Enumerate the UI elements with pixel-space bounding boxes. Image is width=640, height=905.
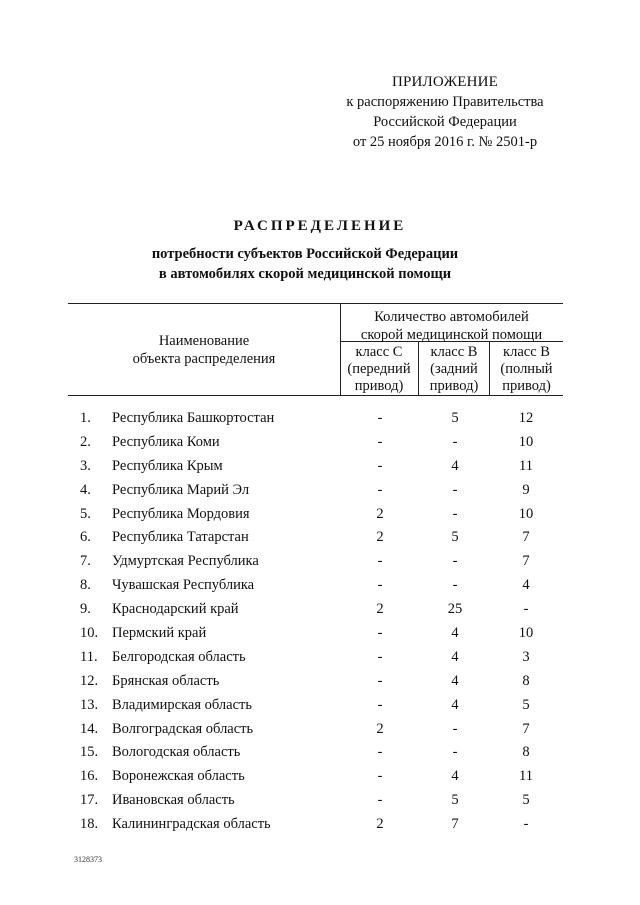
header-class-b-full <box>490 344 563 395</box>
row-class-c-value: - <box>377 792 383 809</box>
row-region-name: Пермский край <box>112 625 207 642</box>
header-quantity-cell <box>340 308 563 344</box>
row-class-b-full-value: 8 <box>522 672 530 689</box>
row-region-name: Ивановская область <box>112 792 235 809</box>
table-row <box>0 622 640 646</box>
row-region-name: Республика Мордовия <box>112 505 250 522</box>
table-row <box>0 455 640 479</box>
row-class-b-rear-value: 4 <box>451 696 459 713</box>
row-class-c-value: - <box>377 672 383 689</box>
row-class-c-value: - <box>377 648 383 665</box>
row-region-name: Брянская область <box>112 672 220 689</box>
row-class-b-rear-value: 25 <box>447 601 463 618</box>
table-row <box>0 646 640 670</box>
row-class-c-value: 2 <box>376 720 384 737</box>
row-region-name: Республика Крым <box>112 457 223 474</box>
row-class-c-value: - <box>377 696 383 713</box>
row-region-name: Республика Татарстан <box>112 529 249 546</box>
header-name-line-1: Наименование <box>158 333 250 349</box>
table-row <box>0 407 640 431</box>
row-number: 15. <box>80 744 99 761</box>
row-class-b-full-value: 4 <box>522 577 530 594</box>
row-number: 18. <box>80 816 99 833</box>
row-class-c-value: - <box>377 410 383 426</box>
header-class-b-rear <box>419 344 489 395</box>
row-class-b-rear-value: - <box>452 505 458 522</box>
row-class-b-rear-value: 5 <box>451 792 459 809</box>
row-number: 5. <box>80 505 91 522</box>
header-name-line-2: объекта распределения <box>132 351 276 367</box>
row-class-b-rear-value: 4 <box>451 768 459 785</box>
row-region-name: Чувашская Республика <box>112 577 255 594</box>
row-class-b-full-value: 8 <box>522 744 530 761</box>
appendix-line-3: от 25 ноября 2016 г. № 2501-р <box>352 134 538 150</box>
row-number: 10. <box>80 625 99 642</box>
document-subtitle <box>0 244 610 284</box>
row-number: 6. <box>80 529 91 546</box>
header-class-b-rear-line-2: (задний <box>430 361 478 377</box>
header-class-b-rear-line-3: привод) <box>429 378 479 394</box>
table-row <box>0 550 640 574</box>
row-number: 16. <box>80 768 99 785</box>
row-number: 8. <box>80 577 91 594</box>
header-class-b-full-line-1: класс В <box>503 344 550 360</box>
row-class-c-value: - <box>377 481 383 498</box>
row-class-b-full-value: 5 <box>522 696 530 713</box>
header-class-c-line-1: класс С <box>355 344 403 360</box>
row-class-b-rear-value: 4 <box>451 625 459 642</box>
row-class-b-full-value: 3 <box>522 648 530 665</box>
row-number: 14. <box>80 720 99 737</box>
table-row <box>0 479 640 503</box>
row-region-name: Владимирская область <box>112 696 252 713</box>
row-class-c-value: - <box>377 553 383 570</box>
row-region-name: Калининградская область <box>112 816 271 833</box>
row-class-b-full-value: 7 <box>522 553 530 570</box>
row-class-c-value: 2 <box>376 601 384 618</box>
row-number: 4. <box>80 481 91 498</box>
row-number: 3. <box>80 457 91 474</box>
row-class-b-full-value: 12 <box>518 410 534 426</box>
row-class-b-full-value: 7 <box>522 529 530 546</box>
row-class-b-rear-value: 4 <box>451 648 459 665</box>
row-class-b-rear-value: - <box>452 433 458 450</box>
appendix-line-1: к распоряжению Правительства <box>346 94 544 110</box>
table-row <box>0 718 640 742</box>
row-region-name: Республика Башкортостан <box>112 410 275 426</box>
footer-code: 3128373 <box>74 855 102 864</box>
row-class-c-value: - <box>377 625 383 642</box>
table-row <box>0 789 640 813</box>
header-class-c-line-3: привод) <box>354 378 404 394</box>
row-class-b-rear-value: - <box>452 720 458 737</box>
row-number: 7. <box>80 553 91 570</box>
row-class-b-rear-value: 5 <box>451 529 459 546</box>
table-body <box>0 407 640 837</box>
table-row <box>0 813 640 837</box>
appendix-block <box>330 72 560 152</box>
row-region-name: Волгоградская область <box>112 720 254 737</box>
header-class-b-rear-line-1: класс В <box>430 344 478 360</box>
row-class-b-rear-value: - <box>452 481 458 498</box>
row-region-name: Белгородская область <box>112 648 246 665</box>
table-row <box>0 503 640 527</box>
row-class-b-full-value: 10 <box>518 505 534 522</box>
subtitle-line-1: потребности субъектов Российской Федерации <box>151 246 459 262</box>
row-region-name: Краснодарский край <box>112 601 239 618</box>
row-class-b-rear-value: - <box>452 553 458 570</box>
row-number: 9. <box>80 601 91 618</box>
row-number: 13. <box>80 696 99 713</box>
header-class-b-full-line-2: (полный <box>500 361 553 377</box>
row-class-b-full-value: - <box>523 601 529 618</box>
row-region-name: Вологодская область <box>112 744 241 761</box>
row-region-name: Республика Коми <box>112 433 220 450</box>
row-class-b-full-value: 11 <box>519 457 533 474</box>
row-class-c-value: - <box>377 768 383 785</box>
table-row <box>0 765 640 789</box>
row-region-name: Удмуртская Республика <box>112 553 259 570</box>
row-class-b-full-value: 7 <box>522 720 530 737</box>
document-title: РАСПРЕДЕЛЕНИЕ <box>233 218 407 234</box>
header-class-c <box>340 344 418 395</box>
row-class-b-rear-value: 7 <box>451 816 459 833</box>
row-number: 11. <box>80 648 98 665</box>
header-qty-line-1: Количество автомобилей <box>374 309 529 325</box>
table-row <box>0 670 640 694</box>
header-name-cell <box>68 332 340 368</box>
row-class-b-full-value: 11 <box>519 768 533 785</box>
row-number: 1. <box>80 410 91 426</box>
table-row <box>0 526 640 550</box>
table-row <box>0 431 640 455</box>
row-class-c-value: - <box>377 433 383 450</box>
row-region-name: Республика Марий Эл <box>112 481 250 498</box>
row-number: 2. <box>80 433 91 450</box>
table-row <box>0 598 640 622</box>
appendix-label: ПРИЛОЖЕНИЕ <box>391 74 499 90</box>
row-number: 12. <box>80 672 99 689</box>
table-header <box>68 303 563 396</box>
row-class-c-value: - <box>377 577 383 594</box>
appendix-line-2: Российской Федерации <box>373 114 517 130</box>
table-row <box>0 741 640 765</box>
row-class-b-rear-value: 4 <box>451 672 459 689</box>
row-class-b-full-value: 5 <box>522 792 530 809</box>
header-class-b-full-line-3: привод) <box>502 378 551 394</box>
row-class-b-rear-value: 5 <box>451 410 459 426</box>
row-number: 17. <box>80 792 99 809</box>
row-class-c-value: 2 <box>376 529 384 546</box>
table-row <box>0 574 640 598</box>
row-class-b-full-value: 10 <box>518 433 534 450</box>
row-class-b-rear-value: - <box>452 577 458 594</box>
header-qty-line-2: скорой медицинской помощи <box>360 327 543 343</box>
row-class-c-value: - <box>377 744 383 761</box>
row-class-b-full-value: 10 <box>518 625 534 642</box>
table-row <box>0 694 640 718</box>
header-class-c-line-2: (передний <box>347 361 411 377</box>
row-class-c-value: 2 <box>376 505 384 522</box>
row-class-c-value: 2 <box>376 816 384 833</box>
subtitle-line-2: в автомобилях скорой медицинской помощи <box>158 266 452 282</box>
row-region-name: Воронежская область <box>112 768 245 785</box>
row-class-b-full-value: 9 <box>522 481 530 498</box>
row-class-b-rear-value: - <box>452 744 458 761</box>
row-class-c-value: - <box>377 457 383 474</box>
row-class-b-full-value: - <box>523 816 529 833</box>
row-class-b-rear-value: 4 <box>451 457 459 474</box>
